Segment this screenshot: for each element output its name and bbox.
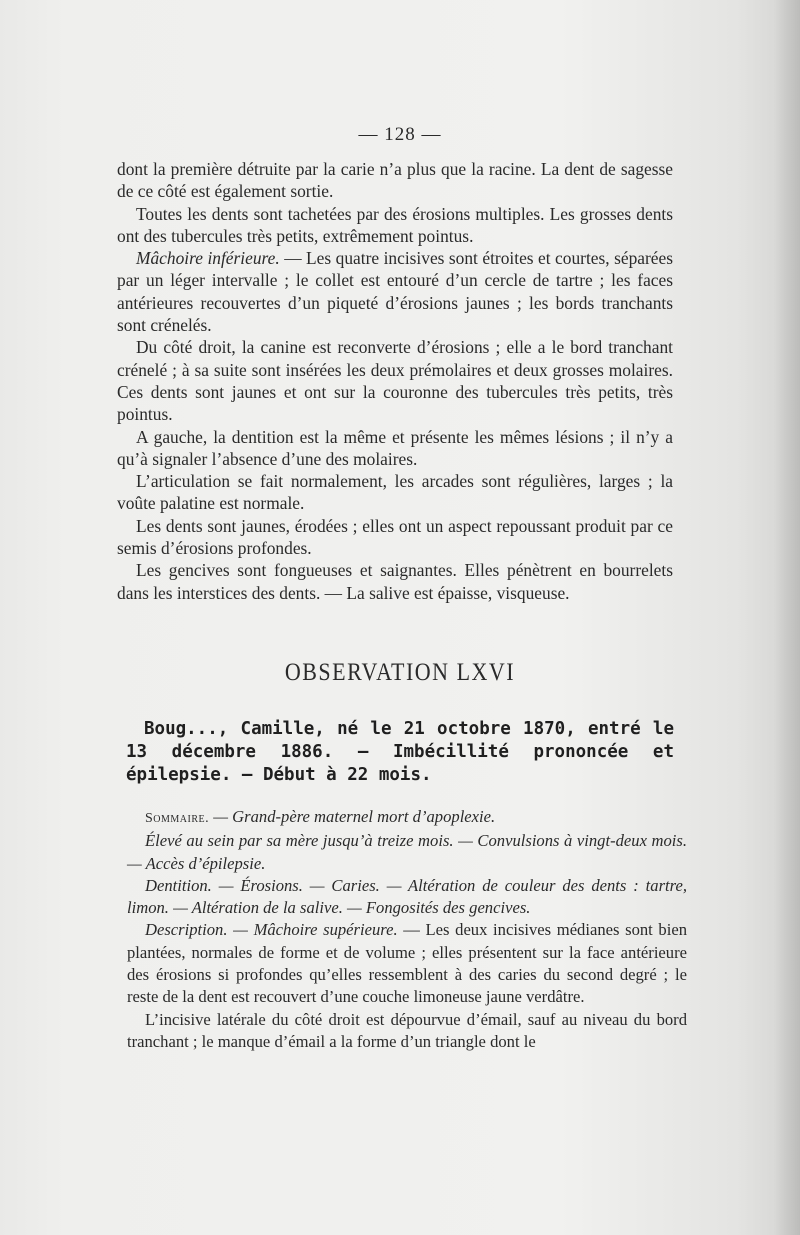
- page-number: — 128 —: [358, 124, 442, 145]
- paragraph: Du côté droit, la canine est reconverte d’érosions ; elle a le bord tranchant crénelé ; à sa suite sont insérées les deux prémolaires et deux grosses molaires. Ces dents sont jaunes et ont sur la couronne des tubercules très petits, très pointus.: [117, 337, 673, 425]
- paragraph: L’articulation se fait normalement, les arcades sont régulières, larges ; la voûte palatine est normale.: [117, 471, 673, 514]
- dentition-line: Dentition. — Érosions. — Caries. — Altération de couleur des dents : tartre, limon. — Altération de la salive. — Fongosités des gencives.: [127, 875, 687, 918]
- description-label: Description. — Mâchoire supérieure.: [145, 920, 398, 940]
- paragraph-text: — Les quatre incisives sont étroites et courtes, séparées par un léger intervalle ; le collet est entouré d’un cercle de tartre ; les faces antérieures recouvertes d’un piqueté d’érosions jaunes ; les bords tranchants sont crénelés.: [117, 248, 673, 336]
- paragraph-machoire-inferieure: [117, 247, 673, 336]
- paragraph: Les gencives sont fongueuses et saignantes. Elles pénètrent en bourrelets dans les interstices des dents. — La salive est épaisse, visqueuse.: [117, 560, 673, 603]
- paragraph: dont la première détruite par la carie n’a plus que la racine. La dent de sagesse de ce côté est également sortie.: [117, 159, 673, 202]
- sommaire-text: — Grand-père maternel mort d’apoplexie.: [209, 807, 496, 826]
- case-title: [126, 718, 674, 787]
- section-label: Mâchoire inférieure.: [136, 248, 280, 269]
- last-paragraph: L’incisive latérale du côté droit est dépourvue d’émail, sauf au niveau du bord tranchant ; le manque d’émail a la forme d’un triangle dont le: [127, 1009, 687, 1051]
- sommaire-line: [127, 806, 687, 830]
- eleve-line: Élevé au sein par sa mère jusqu’à treize mois. — Convulsions à vingt-deux mois. — Accès d’épilepsie.: [127, 831, 687, 873]
- sommaire-label: Sommaire.: [145, 811, 210, 826]
- description-paragraph: [127, 919, 687, 1008]
- observation-heading: OBSERVATION LXVI: [284, 657, 516, 686]
- description-text: — Les deux incisives médianes sont bien plantées, normales de forme et de volume ; elles présentent sur la face antérieure des érosions si profondes qu’elles ressemblent à des caries du second degré ; le reste de la dent est recouvert d’une couche limoneuse jaune verdâtre.: [127, 920, 687, 1007]
- case-title-text: Boug..., Camille, né le 21 octobre 1870, entré le 13 décembre 1886. — Imbécillité prononcée et épilepsie. — Début à 22 mois.: [126, 719, 674, 785]
- paragraph: Toutes les dents sont tachetées par des érosions multiples. Les grosses dents ont des tubercules très petits, extrêmement pointus.: [117, 203, 673, 246]
- paragraph: Les dents sont jaunes, érodées ; elles ont un aspect repoussant produit par ce semis d’érosions profondes.: [117, 515, 673, 559]
- page-edge-shadow: [774, 0, 800, 1235]
- top-text-block: [117, 158, 673, 604]
- paragraph: A gauche, la dentition est la même et présente les mêmes lésions ; il n’y a qu’à signaler l’absence d’une des molaires.: [117, 426, 673, 469]
- summary-block: [127, 806, 687, 1053]
